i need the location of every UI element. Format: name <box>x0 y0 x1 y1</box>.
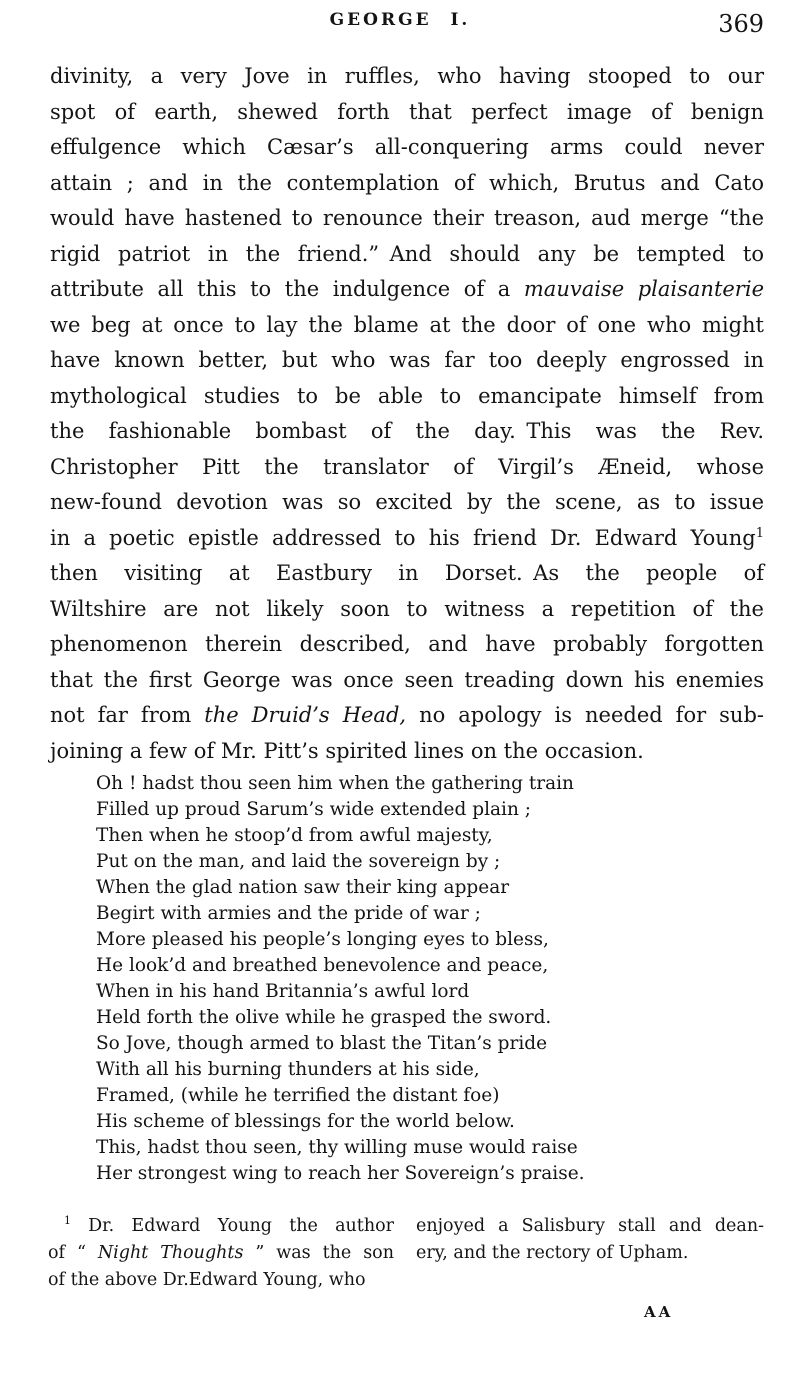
text-line: divinity, a very Jove in ruffles, who having stooped to our <box>50 64 764 88</box>
text-line: When in his hand Britannia’s awful lord <box>96 981 470 1002</box>
text-line: enjoyed a Salisbury stall and dean- <box>416 1216 764 1236</box>
text-line: Put on the man, and laid the sovereign by ; <box>96 851 501 872</box>
text-line: Oh ! hadst thou seen him when the gathering train <box>96 773 574 794</box>
text-line: would have hastened to renounce their treason, aud merge “the <box>50 206 764 230</box>
text-line: When the glad nation saw their king appear <box>96 877 510 898</box>
text-line: spot of earth, shewed forth that perfect image of benign <box>50 99 764 124</box>
text-line: Her strongest wing to reach her Sovereign’s praise. <box>96 1163 585 1184</box>
text-line: phenomenon therein described, and have probably forgotten <box>50 632 764 656</box>
text-line: attribute all this to the indulgence of a mauvaise plaisanterie <box>50 277 764 301</box>
main-paragraph <box>50 59 764 769</box>
text-line: not far from the Druid’s Head, no apology is needed for sub- <box>50 703 764 727</box>
text-line: His scheme of blessings for the world below. <box>96 1111 515 1132</box>
text-line: More pleased his people’s longing eyes to bless, <box>96 929 549 950</box>
text-line: effulgence which Cæsar’s all-conquering arms could never <box>50 135 764 159</box>
footnote-left-column <box>48 1213 394 1294</box>
text-line: With all his burning thunders at his side, <box>96 1059 480 1080</box>
footnote-right-column <box>416 1213 764 1294</box>
text-line: $^1$ Dr. Edward Young the author <box>64 1214 394 1236</box>
text-line: He look’d and breathed benevolence and peace, <box>96 955 549 976</box>
poem-block <box>96 771 696 1187</box>
text-line: have known better, but who was far too deeply engrossed in <box>50 348 764 372</box>
text-line: rigid patriot in the friend.” And should any be tempted to <box>50 241 764 266</box>
footnote <box>48 1213 764 1294</box>
text-line: of the above Dr.Edward Young, who <box>48 1270 366 1290</box>
text-line: This, hadst thou seen, thy willing muse would raise <box>96 1137 578 1158</box>
signature-mark: AA <box>644 1303 674 1321</box>
text-line: in a poetic epistle addressed to his friend Dr. Edward Young$^1$ <box>50 525 764 550</box>
page-header <box>0 10 800 50</box>
text-line: ery, and the rectory of Upham. <box>416 1243 689 1263</box>
text-line: So Jove, though armed to blast the Titan’s pride <box>96 1033 548 1054</box>
text-line: Begirt with armies and the pride of war ; <box>96 903 481 924</box>
text-line: Christopher Pitt the translator of Virgil’s Æneid, whose <box>50 454 764 479</box>
running-title: GEORGE I. <box>329 10 471 30</box>
text-line: Wiltshire are not likely soon to witness a repetition of the <box>50 596 764 621</box>
text-line: Held forth the olive while he grasped the sword. <box>96 1007 552 1028</box>
text-line: mythological studies to be able to emancipate himself from <box>50 383 764 408</box>
text-line: attain ; and in the contemplation of which, Brutus and Cato <box>50 170 764 195</box>
text-line: Framed, (while he terrified the distant foe) <box>96 1085 500 1106</box>
text-line: we beg at once to lay the blame at the door of one who might <box>50 312 764 337</box>
text-line: Filled up proud Sarum’s wide extended plain ; <box>96 799 531 820</box>
text-line: new-found devotion was so excited by the scene, as to issue <box>50 490 764 514</box>
text-line: then visiting at Eastbury in Dorset. As the people of <box>50 561 764 585</box>
text-line: joining a few of Mr. Pitt’s spirited lines on the occasion. <box>50 738 644 763</box>
text-line: the fashionable bombast of the day. This was the Rev. <box>50 419 764 443</box>
text-line: Then when he stoop’d from awful majesty, <box>96 825 493 846</box>
text-line: that the first George was once seen treading down his enemies <box>50 667 764 692</box>
page-number: 369 <box>718 10 764 38</box>
text-line: of “ Night Thoughts ” was the son <box>48 1243 394 1263</box>
